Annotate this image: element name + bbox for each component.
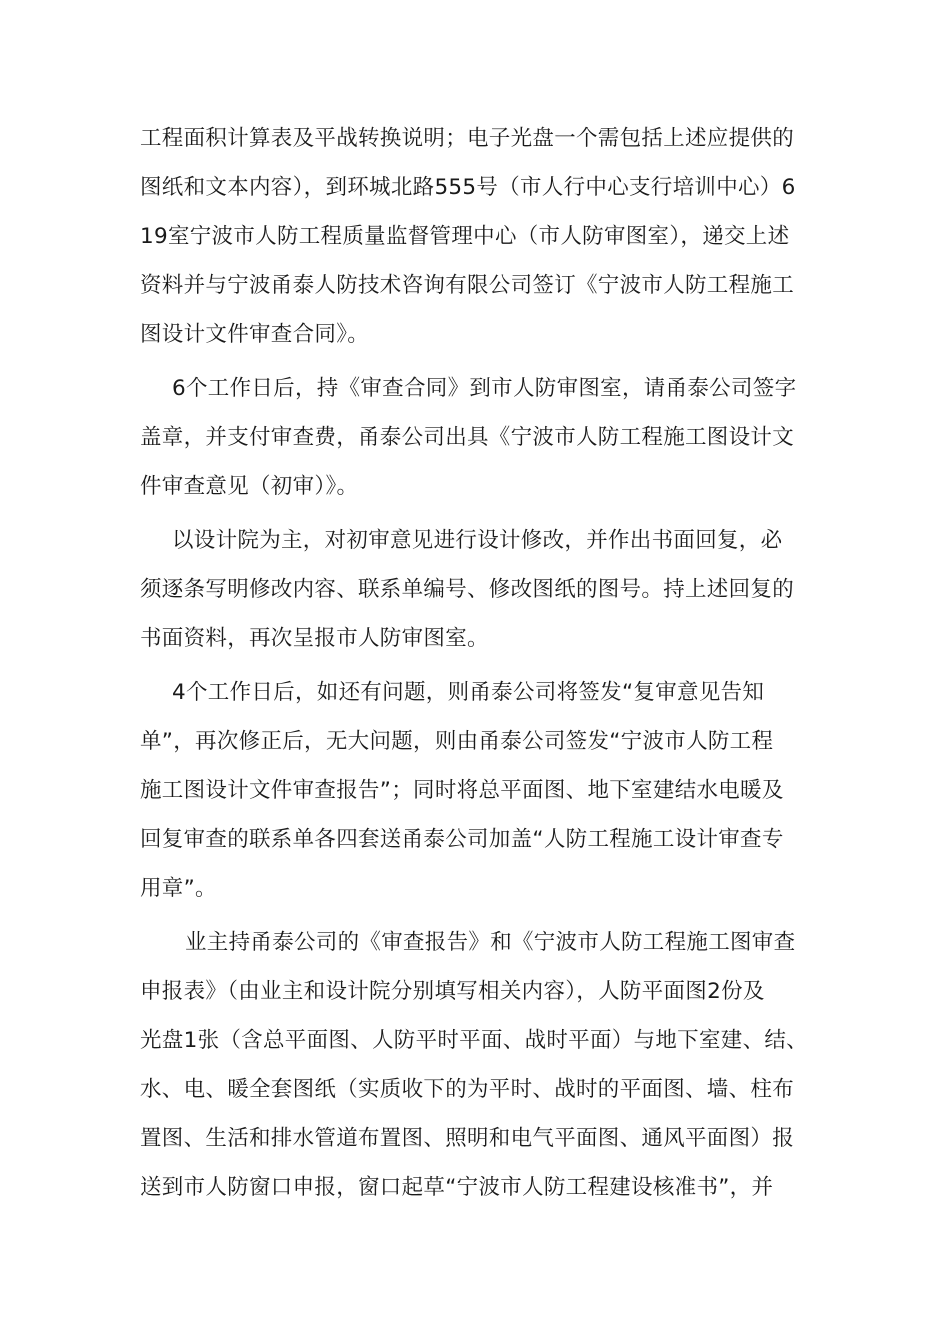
- paragraph-first-line: 业主持甬泰公司的《审查报告》和《宁波市人防工程施工图审查: [185, 930, 796, 955]
- text-line: 光盘1张（含总平面图、人防平时平面、战时平面）与地下室建、结、: [140, 1028, 808, 1053]
- text-line: 施工图设计文件审查报告”；同时将总平面图、地下室建结水电暖及: [140, 778, 784, 803]
- text-line: 单”，再次修正后，无大问题，则由甬泰公司签发“宁波市人防工程: [140, 729, 774, 754]
- text-line: 图纸和文本内容），到环城北路555号（市人行中心支行培训中心）6: [140, 175, 796, 200]
- text-line: 送到市人防窗口申报，窗口起草“宁波市人防工程建设核准书”，并: [140, 1175, 774, 1200]
- text-line: 工程面积计算表及平战转换说明；电子光盘一个需包括上述应提供的: [140, 126, 795, 151]
- text-line: 用章”。: [140, 876, 217, 901]
- text-line: 资料并与宁波甬泰人防技术咨询有限公司签订《宁波市人防工程施工: [140, 273, 795, 298]
- text-line: 书面资料，再次呈报市人防审图室。: [140, 626, 489, 651]
- text-line: 回复审查的联系单各四套送甬泰公司加盖“人防工程施工设计审查专: [140, 827, 784, 852]
- text-line: 盖章，并支付审查费，甬泰公司出具《宁波市人防工程施工图设计文: [140, 425, 795, 450]
- text-line: 19室宁波市人防工程质量监督管理中心（市人防审图室），递交上述: [140, 224, 790, 249]
- paragraph-first-line: 6个工作日后，持《审查合同》到市人防审图室，请甬泰公司签字: [172, 376, 797, 401]
- text-line: 须逐条写明修改内容、联系单编号、修改图纸的图号。持上述回复的: [140, 577, 795, 602]
- text-line: 图设计文件审查合同》。: [140, 322, 370, 347]
- paragraph-first-line: 4个工作日后，如还有问题，则甬泰公司将签发“复审意见告知: [172, 680, 765, 705]
- paragraph-first-line: 以设计院为主，对初审意见进行设计修改，并作出书面回复，必: [172, 528, 783, 553]
- text-line: 水、电、暖全套图纸（实质收下的为平时、战时的平面图、墙、柱布: [140, 1077, 795, 1102]
- text-line: 置图、生活和排水管道布置图、照明和电气平面图、通风平面图）报: [140, 1126, 795, 1151]
- text-line: 申报表》（由业主和设计院分别填写相关内容），人防平面图2份及: [140, 979, 765, 1004]
- text-line: 件审查意见（初审）》。: [140, 474, 359, 499]
